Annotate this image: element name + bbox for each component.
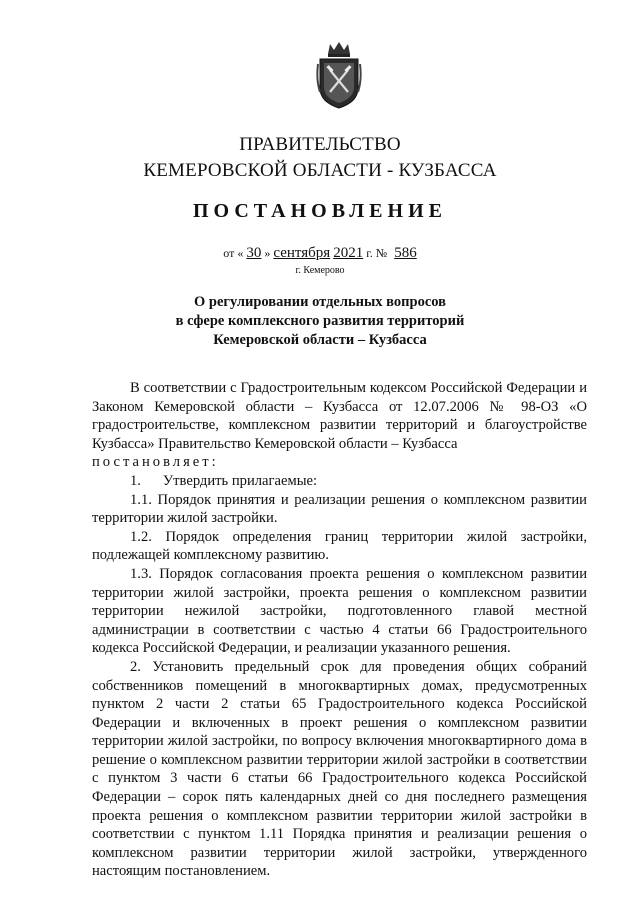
- date-sep: »: [264, 246, 271, 260]
- item-2: 2. Установить предельный срок для проведения общих собраний собственников помещений в многоквартирных домах, предусмотренных пунктом 2 части 2 статьи 65 Градостроительного кодекса Российской Федерации и включенных в проект решения о комплексном развитии территории жилой застройки, по вопросу включения многоквартирного дома в решение о комплексном развитии территории жилой застройки в соответствии с пунктом 3 части 6 статьи 66 Градостроительного кодекса Российской Федерации – сорок пять календарных дней со дня последнего размещения проекта решения о комплексном развитии территории жилой застройки в соответствии с пунктом 1.11 Порядка принятия и реализации решения о комплексном развитии территории жилой застройки, утвержденного настоящим постановлением.: [92, 658, 587, 880]
- item-1-3: 1.3. Порядок согласования проекта решения о комплексном развитии территории жилой застройки, проекта решения о комплексном развитии территории нежилой застройки, подготовленного главой местной администрации в соответствии с частью 4 статьи 66 Градостроительного кодекса Российской Федерации, и реализации указанного решения.: [92, 565, 587, 657]
- title-line: в сфере комплексного развития территорий: [175, 313, 465, 329]
- doc-number: 586: [394, 245, 417, 261]
- date-number-line: [0, 245, 640, 262]
- title-line: Кемеровской области – Кузбасса: [213, 332, 427, 348]
- date-year-suffix: г.: [366, 246, 373, 260]
- date-month: сентября: [273, 245, 331, 261]
- doc-number-label: №: [375, 246, 388, 260]
- item-1-1: 1.1. Порядок принятия и реализации решения о комплексном развитии территории жилой застройки.: [92, 491, 587, 527]
- document-title: [0, 293, 640, 350]
- resolves-word: постановляет:: [92, 454, 219, 471]
- government-name-line1: ПРАВИТЕЛЬСТВО: [239, 134, 401, 155]
- government-name-line2: КЕМЕРОВСКОЙ ОБЛАСТИ - КУЗБАССА: [143, 160, 497, 181]
- coat-of-arms-emblem: [316, 40, 362, 110]
- title-line: О регулировании отдельных вопросов: [193, 294, 446, 310]
- intro-paragraph: В соответствии с Градостроительным кодексом Российской Федерации и Законом Кемеровской области – Кузбасса от 12.07.2006 № 98-ОЗ «О градостроительстве, комплексном развитии территорий и благоустройстве Кузбасса» Правительство Кемеровской области – Кузбасса: [92, 380, 587, 452]
- date-day: 30: [246, 245, 262, 261]
- document-type-heading: ПОСТАНОВЛЕНИЕ: [193, 200, 447, 222]
- item-1-2: 1.2. Порядок определения границ территории жилой застройки, подлежащей комплексному развитию.: [92, 528, 587, 564]
- item-1: 1. Утвердить прилагаемые:: [130, 472, 318, 489]
- city-name: г. Кемерово: [295, 265, 345, 276]
- document-body: [92, 379, 587, 881]
- date-prefix: от «: [223, 246, 244, 260]
- date-year: 2021: [333, 245, 364, 261]
